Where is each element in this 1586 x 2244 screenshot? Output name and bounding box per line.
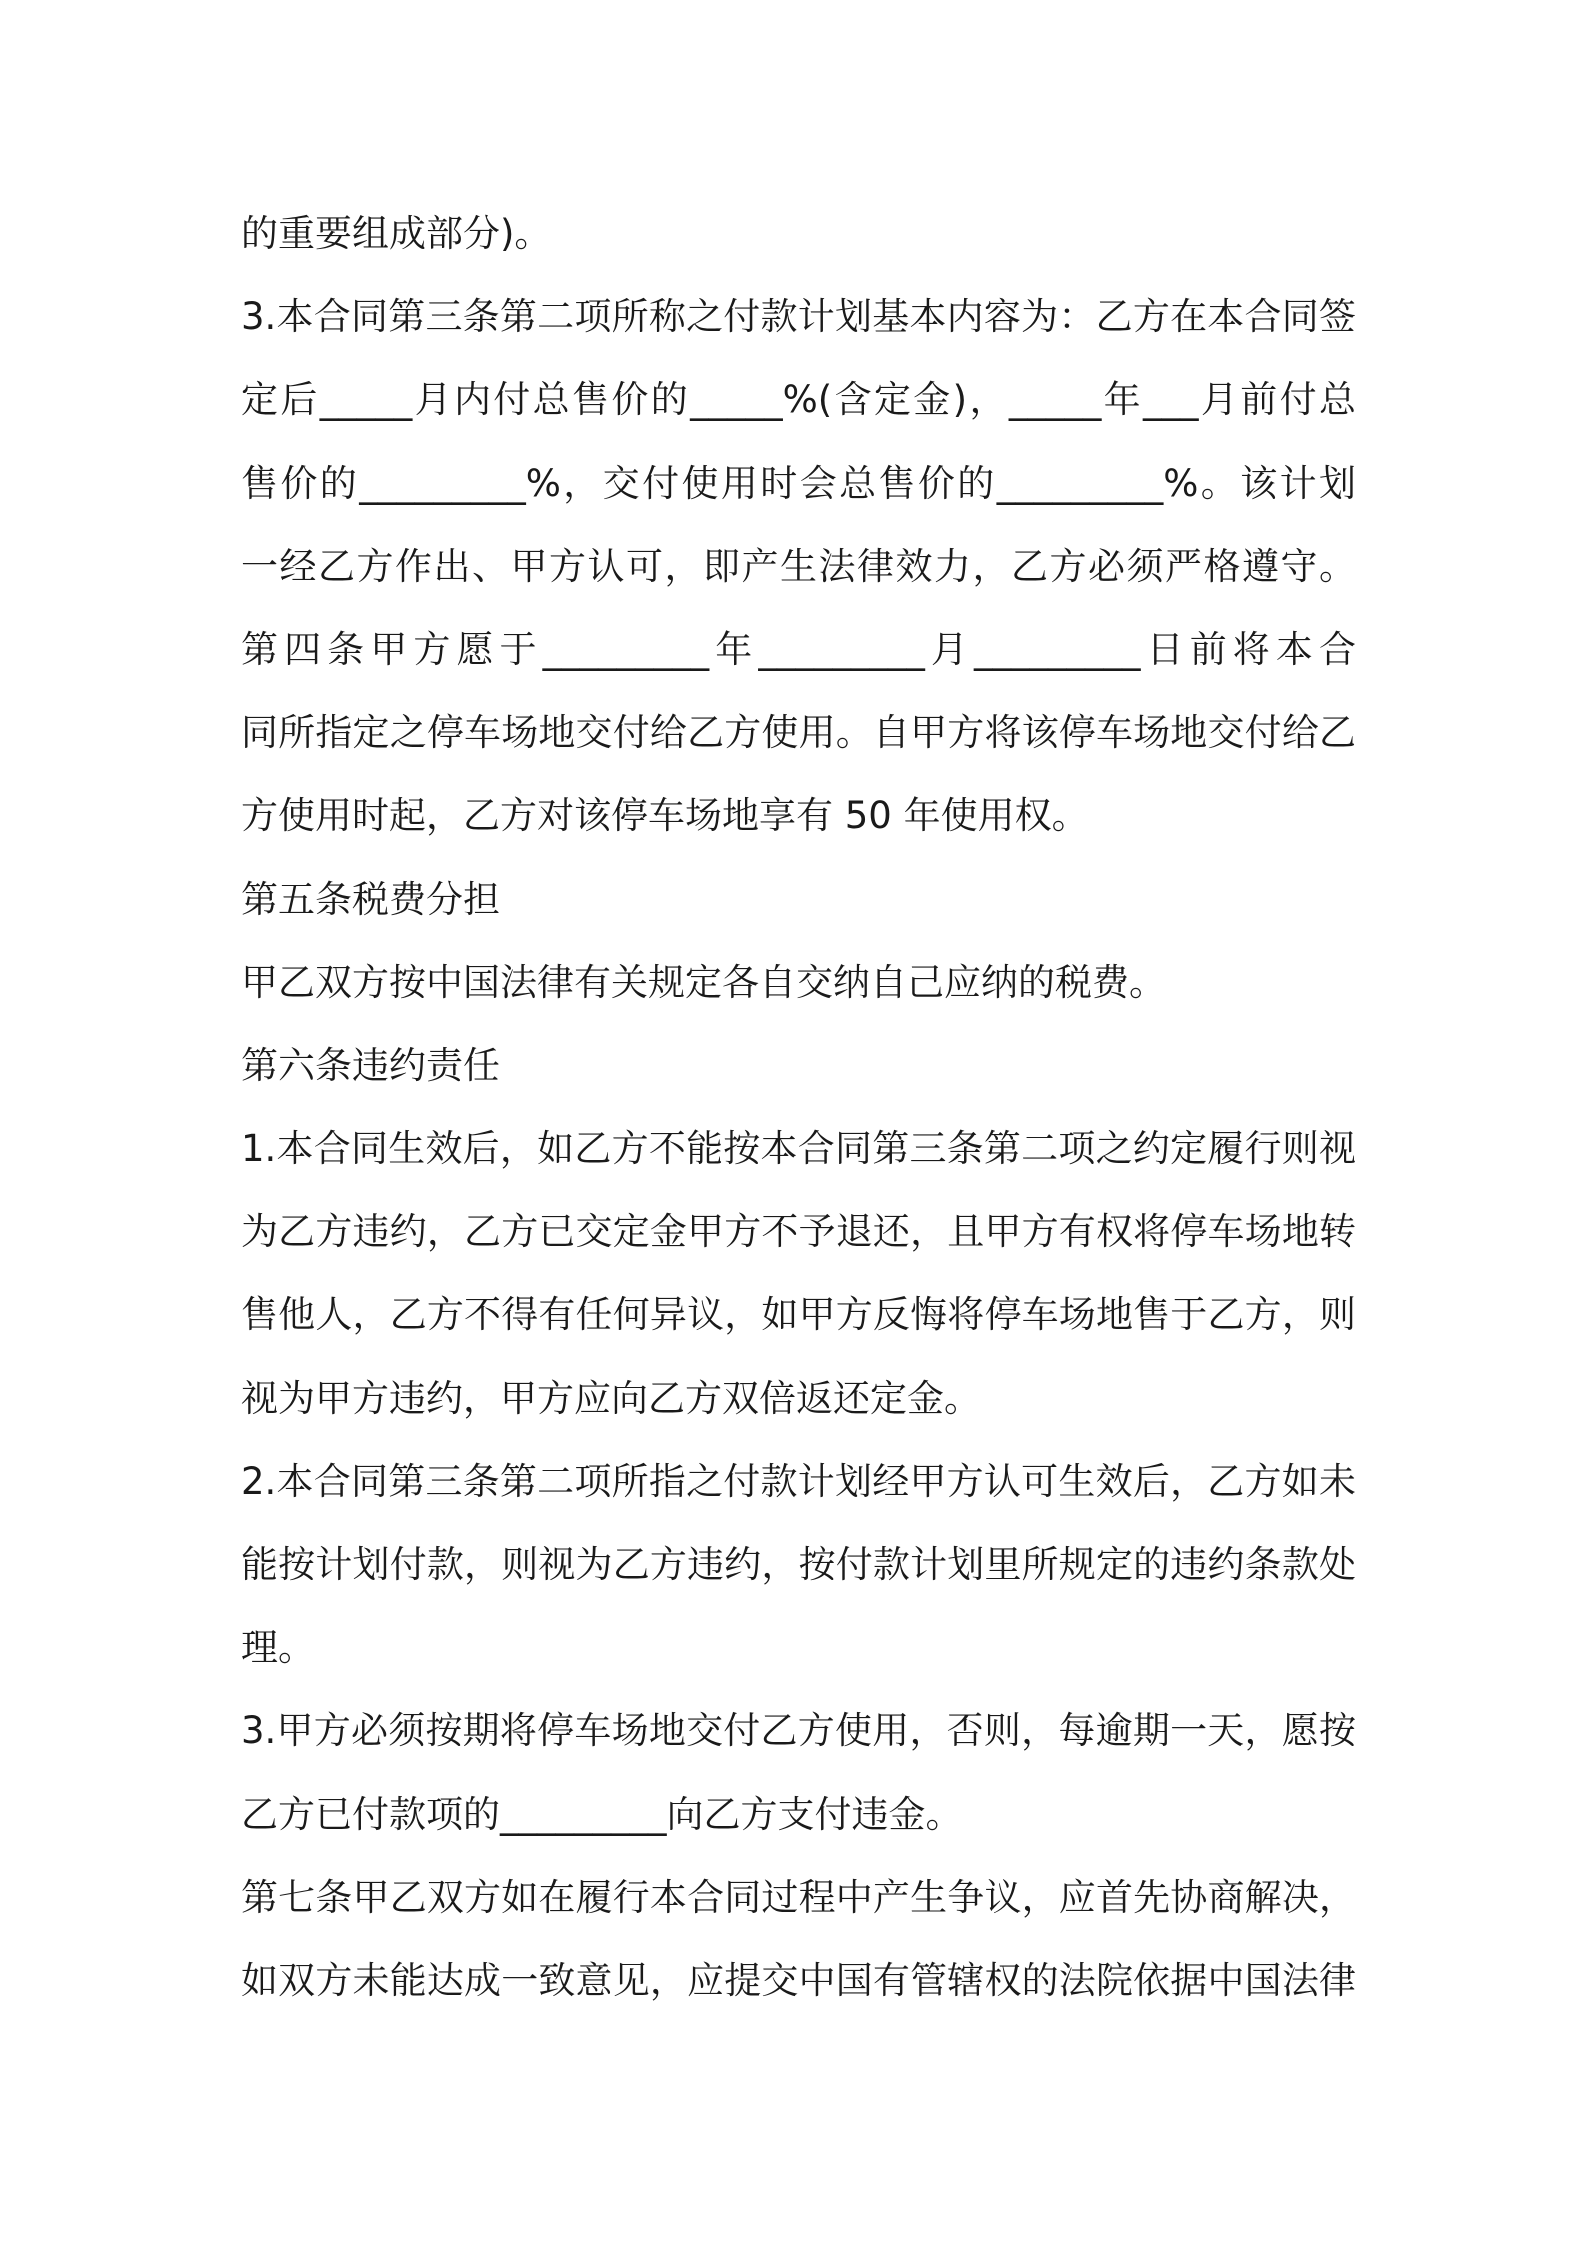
text-line: 甲乙双方按中国法律有关规定各自交纳自己应纳的税费。 <box>241 960 1166 1004</box>
text-line: 能按计划付款，则视为乙方违约，按付款计划里所规定的违约条款处 <box>241 1543 1356 1586</box>
text-line: 第四条甲方愿于_________年_________月_________日前将本合 <box>241 627 1356 671</box>
contract-text <box>241 192 1356 2022</box>
text-line: 售他人，乙方不得有任何异议，如甲方反悔将停车场地售于乙方，则 <box>241 1293 1356 1337</box>
text-line: 的重要组成部分)。 <box>241 212 552 255</box>
text-line: 3.本合同第三条第二项所称之付款计划基本内容为：乙方在本合同签 <box>241 295 1356 339</box>
text-line: 售价的_________%，交付使用时会总售价的_________%。该计划 <box>241 461 1356 505</box>
text-line: 为乙方违约，乙方已交定金甲方不予退还，且甲方有权将停车场地转 <box>241 1210 1356 1254</box>
text-line: 第七条甲乙双方如在履行本合同过程中产生争议，应首先协商解决， <box>241 1875 1356 1919</box>
text-line: 方使用时起，乙方对该停车场地享有 50 年使用权。 <box>241 794 1089 838</box>
section-heading: 第五条税费分担 <box>241 877 500 921</box>
text-line: 理。 <box>241 1626 315 1670</box>
text-line: 视为甲方违约，甲方应向乙方双倍返还定金。 <box>241 1376 981 1420</box>
text-line: 乙方已付款项的_________向乙方支付违金。 <box>241 1792 963 1836</box>
text-line: 1.本合同生效后，如乙方不能按本合同第三条第二项之约定履行则视 <box>241 1127 1356 1171</box>
text-line: 定后_____月内付总售价的_____%(含定金)，_____年___月前付总 <box>241 378 1356 422</box>
text-line: 如双方未能达成一致意见，应提交中国有管辖权的法院依据中国法律 <box>241 1958 1356 2002</box>
text-line: 3.甲方必须按期将停车场地交付乙方使用，否则，每逾期一天，愿按 <box>241 1709 1356 1753</box>
text-line: 同所指定之停车场地交付给乙方使用。自甲方将该停车场地交付给乙 <box>241 711 1356 755</box>
section-heading: 第六条违约责任 <box>241 1043 500 1087</box>
text-line: 2.本合同第三条第二项所指之付款计划经甲方认可生效后，乙方如未 <box>241 1459 1356 1503</box>
text-line: 一经乙方作出、甲方认可，即产生法律效力，乙方必须严格遵守。 <box>241 544 1356 588</box>
